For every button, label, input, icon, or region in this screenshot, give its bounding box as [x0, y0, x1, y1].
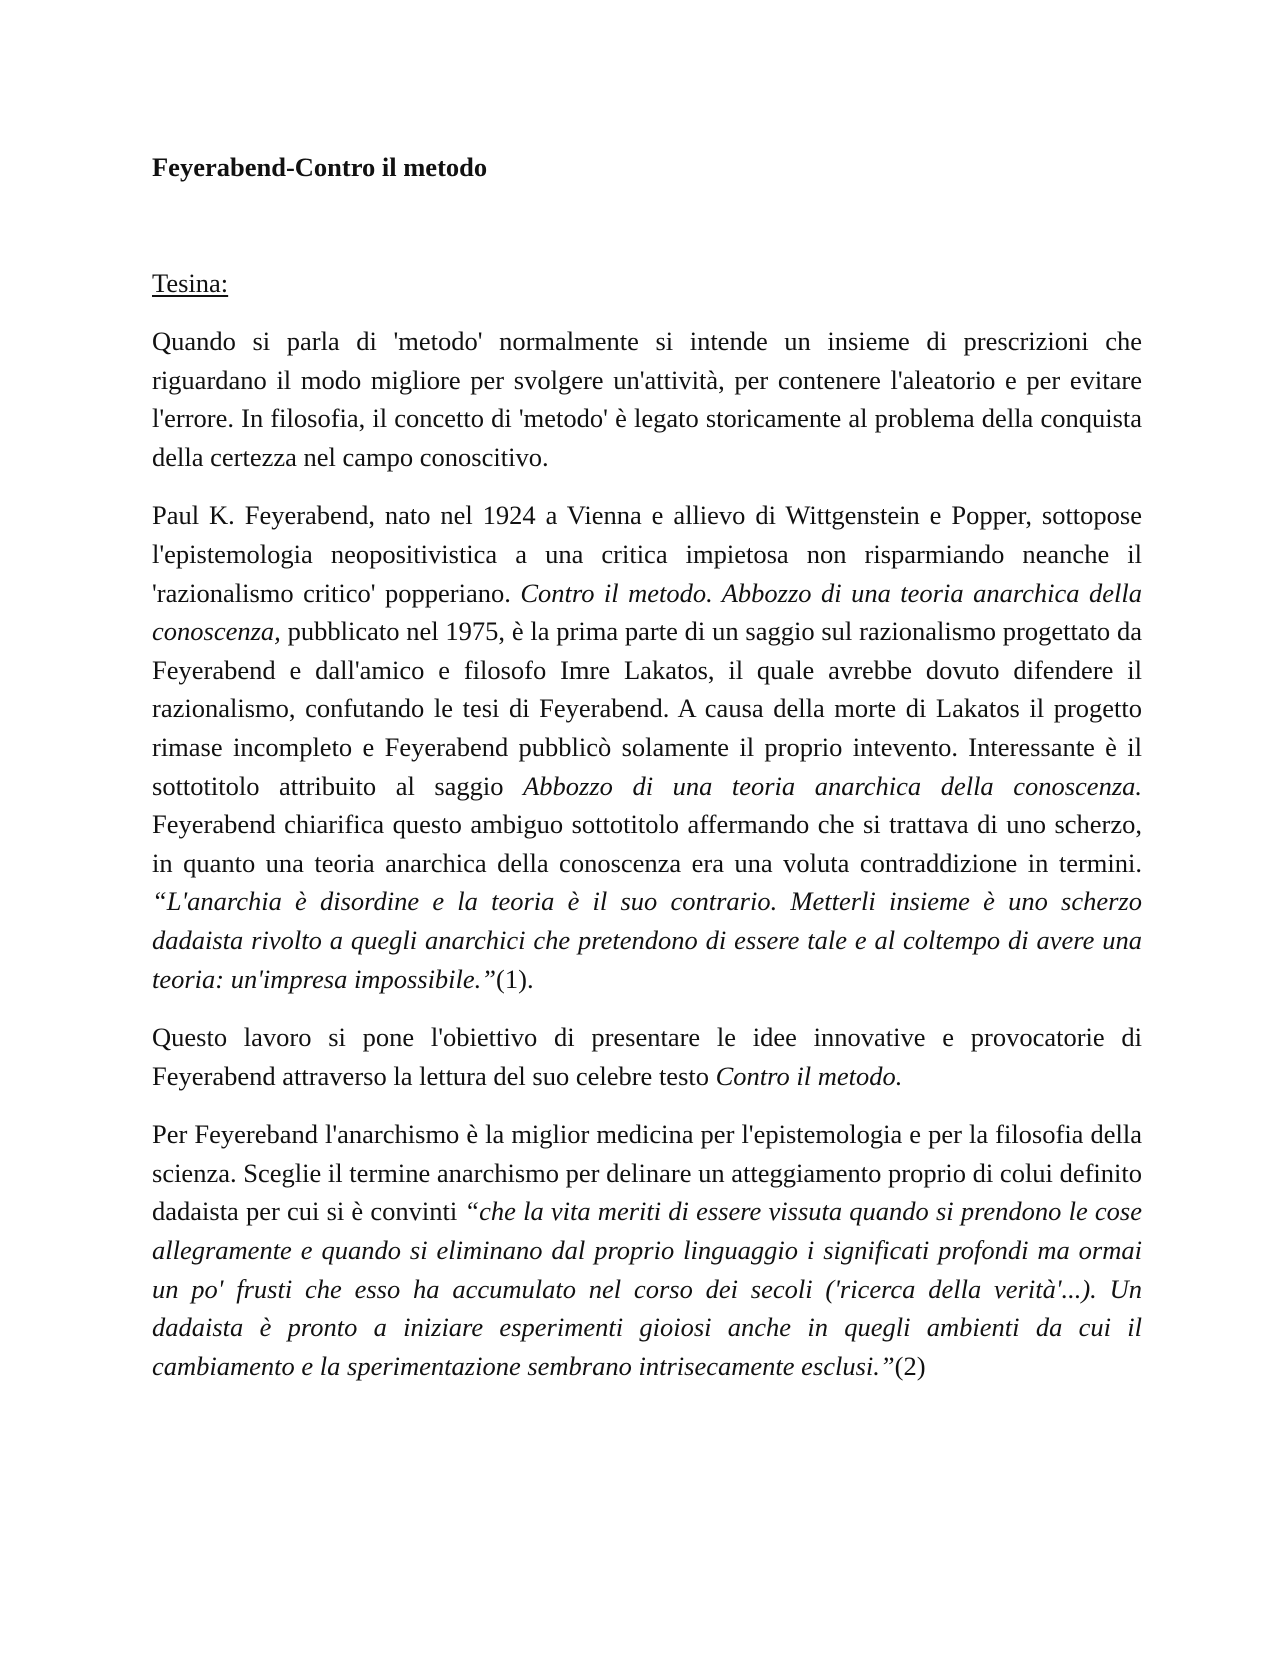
- paragraph-3-italic-1: Contro il metodo.: [715, 1060, 903, 1091]
- paragraph-4-footnote-ref: (2): [894, 1350, 926, 1381]
- paragraph-2-text-3: Feyerabend chiarifica questo ambiguo sottotitolo affermando che si trattava di uno scherzo, in quanto una teoria anarchica della conoscenza era una voluta contraddizione in termini.: [152, 809, 1142, 878]
- paragraph-2-quote: “L'anarchia è disordine e la teoria è il suo contrario. Metterli insieme è uno scherzo dadaista rivolto a quegli anarchici che pretendono di essere tale e al coltempo di avere una teoria: un'impresa impossibile.”: [152, 886, 1142, 994]
- paragraph-2-italic-1: Contro il metodo. Abbozzo di una teoria anarchica della conoscenza,: [152, 577, 1142, 647]
- paragraph-2-text-1: Paul K. Feyerabend, nato nel 1924 a Vienna e allievo di Wittgenstein e Popper, sottopose l'epistemologia neopositivistica a una critica impietosa non risparmiando neanche il 'razionalismo critico' popperiano.: [152, 500, 1142, 608]
- paragraph-1: Quando si parla di 'metodo' normalmente si intende un insieme di prescrizioni che riguardano il modo migliore per svolgere un'attività, per contenere l'aleatorio e per evitare l'errore. In filosofia, il concetto di 'metodo' è legato storicamente al problema della conquista della certezza nel campo conoscitivo.: [152, 326, 1142, 472]
- document-title: Feyerabend-Contro il metodo: [152, 152, 488, 182]
- paragraph-3-text-1: Questo lavoro si pone l'obiettivo di presentare le idee innovative e provocatorie di Feyerabend attraverso la lettura del suo celebre testo: [152, 1022, 1142, 1091]
- paragraph-2-footnote-ref: (1).: [496, 963, 534, 994]
- paragraph-2-italic-2: Abbozzo di una teoria anarchica della conoscenza.: [523, 770, 1143, 801]
- paragraph-4: [152, 1115, 1142, 1385]
- paragraph-4-quote: “che la vita meriti di essere vissuta quando si prendono le cose allegramente e quando si eliminano dal proprio linguaggio i significati profondi ma ormai un po' frusti che esso ha accumulato nel corso dei secoli ('ricerca della verità'...). Un dadaista è pronto a iniziare esperimenti gioiosi anche in quegli ambienti da cui il cambiamento e la sperimentazione sembrano intrisecamente esclusi.”: [152, 1196, 1142, 1381]
- section-label: Tesina:: [152, 268, 229, 298]
- paragraph-3: [152, 1018, 1142, 1095]
- paragraph-2: [152, 496, 1142, 998]
- document-body: [152, 148, 1142, 1385]
- paragraph-4-text-1: Per Feyereband l'anarchismo è la miglior medicina per l'epistemologia e per la filosofia della scienza. Sceglie il termine anarchismo per delinare un atteggiamento proprio di colui definito dadaista per cui si è convinti: [152, 1119, 1142, 1227]
- paragraph-2-text-2: pubblicato nel 1975, è la prima parte di un saggio sul razionalismo progettato da Feyerabend e dall'amico e filosofo Imre Lakatos, il quale avrebbe dovuto difendere il razionalismo, confutando le tesi di Feyerabend. A causa della morte di Lakatos il progetto rimase incompleto e Feyerabend pubblicò solamente il proprio intevento. Interessante è il sottotitolo attribuito al saggio: [152, 616, 1142, 801]
